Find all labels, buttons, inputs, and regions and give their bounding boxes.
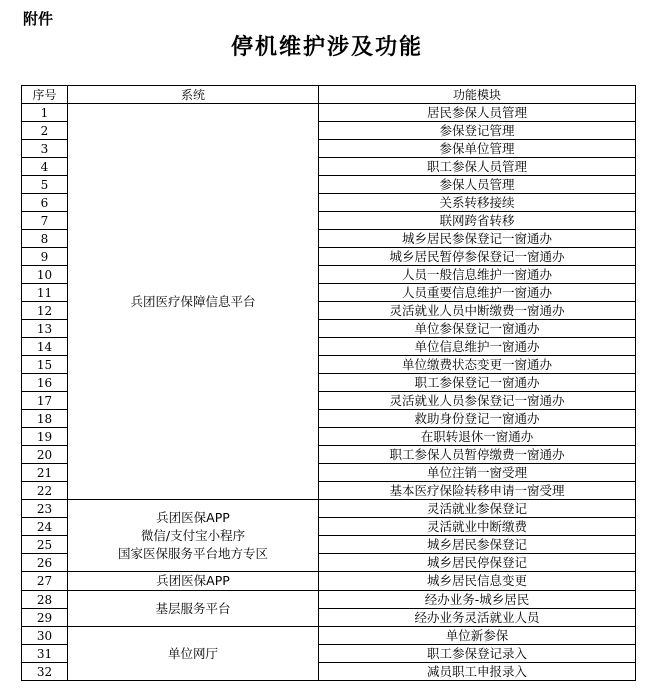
row-function-module: 灵活就业人员中断缴费一窗通办 xyxy=(319,302,636,320)
row-serial-number: 23 xyxy=(22,500,68,518)
row-serial-number: 11 xyxy=(22,284,68,302)
row-function-module: 关系转移接续 xyxy=(319,194,636,212)
maintenance-function-table xyxy=(21,85,636,681)
row-serial-number: 10 xyxy=(22,266,68,284)
row-serial-number: 1 xyxy=(22,104,68,122)
row-function-module: 联网跨省转移 xyxy=(319,212,636,230)
system-name-cell xyxy=(68,627,319,681)
row-function-module: 居民参保人员管理 xyxy=(319,104,636,122)
system-name-line: 基层服务平台 xyxy=(155,600,231,616)
header-serial-number: 序号 xyxy=(22,86,68,104)
row-function-module: 人员一般信息维护一窗通办 xyxy=(319,266,636,284)
row-serial-number: 24 xyxy=(22,518,68,536)
row-function-module: 经办业务灵活就业人员 xyxy=(319,609,636,627)
row-function-module: 人员重要信息维护一窗通办 xyxy=(319,284,636,302)
row-serial-number: 19 xyxy=(22,428,68,446)
system-name-line: 兵团医疗保障信息平台 xyxy=(130,293,256,309)
row-function-module: 城乡居民信息变更 xyxy=(319,572,636,591)
row-function-module: 减员职工申报录入 xyxy=(319,663,636,681)
row-serial-number: 29 xyxy=(22,609,68,627)
system-name-line: 单位网厅 xyxy=(167,645,218,661)
row-serial-number: 26 xyxy=(22,554,68,572)
row-function-module: 单位参保登记一窗通办 xyxy=(319,320,636,338)
system-name-cell xyxy=(68,500,319,572)
system-name-line: 兵团医保APP xyxy=(156,573,230,588)
attachment-label: 附件 xyxy=(23,10,54,28)
row-serial-number: 22 xyxy=(22,482,68,500)
row-serial-number: 9 xyxy=(22,248,68,266)
row-function-module: 参保人员管理 xyxy=(319,176,636,194)
system-name-cell xyxy=(68,572,319,591)
document-title: 停机维护涉及功能 xyxy=(230,35,423,60)
table-row xyxy=(22,104,636,122)
header-function-module: 功能模块 xyxy=(319,86,636,104)
row-serial-number: 18 xyxy=(22,410,68,428)
table-row xyxy=(22,500,636,518)
row-serial-number: 14 xyxy=(22,338,68,356)
system-name-line: 国家医保服务平台地方专区 xyxy=(117,545,268,561)
row-function-module: 城乡居民暂停参保登记一窗通办 xyxy=(319,248,636,266)
row-function-module: 单位缴费状态变更一窗通办 xyxy=(319,356,636,374)
system-name-line: 兵团医保APP xyxy=(156,509,230,525)
row-function-module: 经办业务-城乡居民 xyxy=(319,591,636,609)
system-name-line: 微信/支付宝小程序 xyxy=(140,527,246,543)
row-serial-number: 2 xyxy=(22,122,68,140)
row-function-module: 单位新参保 xyxy=(319,627,636,645)
row-function-module: 职工参保登记录入 xyxy=(319,645,636,663)
row-function-module: 灵活就业中断缴费 xyxy=(319,518,636,536)
row-serial-number: 16 xyxy=(22,374,68,392)
row-function-module: 灵活就业人员参保登记一窗通办 xyxy=(319,392,636,410)
row-serial-number: 7 xyxy=(22,212,68,230)
row-serial-number: 31 xyxy=(22,645,68,663)
row-function-module: 基本医疗保险转移申请一窗受理 xyxy=(319,482,636,500)
row-function-module: 职工参保人员管理 xyxy=(319,158,636,176)
row-function-module: 参保登记管理 xyxy=(319,122,636,140)
row-function-module: 在职转退休一窗通办 xyxy=(319,428,636,446)
table-row xyxy=(22,572,636,591)
row-serial-number: 5 xyxy=(22,176,68,194)
table-row xyxy=(22,627,636,645)
header-system: 系统 xyxy=(68,86,319,104)
row-function-module: 救助身份登记一窗通办 xyxy=(319,410,636,428)
table-body xyxy=(22,104,636,681)
row-serial-number: 12 xyxy=(22,302,68,320)
row-function-module: 职工参保登记一窗通办 xyxy=(319,374,636,392)
row-serial-number: 4 xyxy=(22,158,68,176)
row-serial-number: 27 xyxy=(22,572,68,591)
row-serial-number: 6 xyxy=(22,194,68,212)
system-name-cell xyxy=(68,591,319,627)
row-function-module: 单位信息维护一窗通办 xyxy=(319,338,636,356)
row-serial-number: 30 xyxy=(22,627,68,645)
row-function-module: 参保单位管理 xyxy=(319,140,636,158)
row-serial-number: 15 xyxy=(22,356,68,374)
row-function-module: 职工参保人员暂停缴费一窗通办 xyxy=(319,446,636,464)
row-function-module: 城乡居民参保登记一窗通办 xyxy=(319,230,636,248)
table-row xyxy=(22,591,636,609)
row-serial-number: 25 xyxy=(22,536,68,554)
row-serial-number: 3 xyxy=(22,140,68,158)
row-function-module: 城乡居民停保登记 xyxy=(319,554,636,572)
system-name-cell xyxy=(68,104,319,500)
row-serial-number: 17 xyxy=(22,392,68,410)
row-serial-number: 32 xyxy=(22,663,68,681)
row-serial-number: 8 xyxy=(22,230,68,248)
table-header-row xyxy=(22,86,636,104)
row-serial-number: 13 xyxy=(22,320,68,338)
row-serial-number: 28 xyxy=(22,591,68,609)
row-function-module: 单位注销一窗受理 xyxy=(319,464,636,482)
row-function-module: 灵活就业参保登记 xyxy=(319,500,636,518)
row-serial-number: 20 xyxy=(22,446,68,464)
row-function-module: 城乡居民参保登记 xyxy=(319,536,636,554)
row-serial-number: 21 xyxy=(22,464,68,482)
